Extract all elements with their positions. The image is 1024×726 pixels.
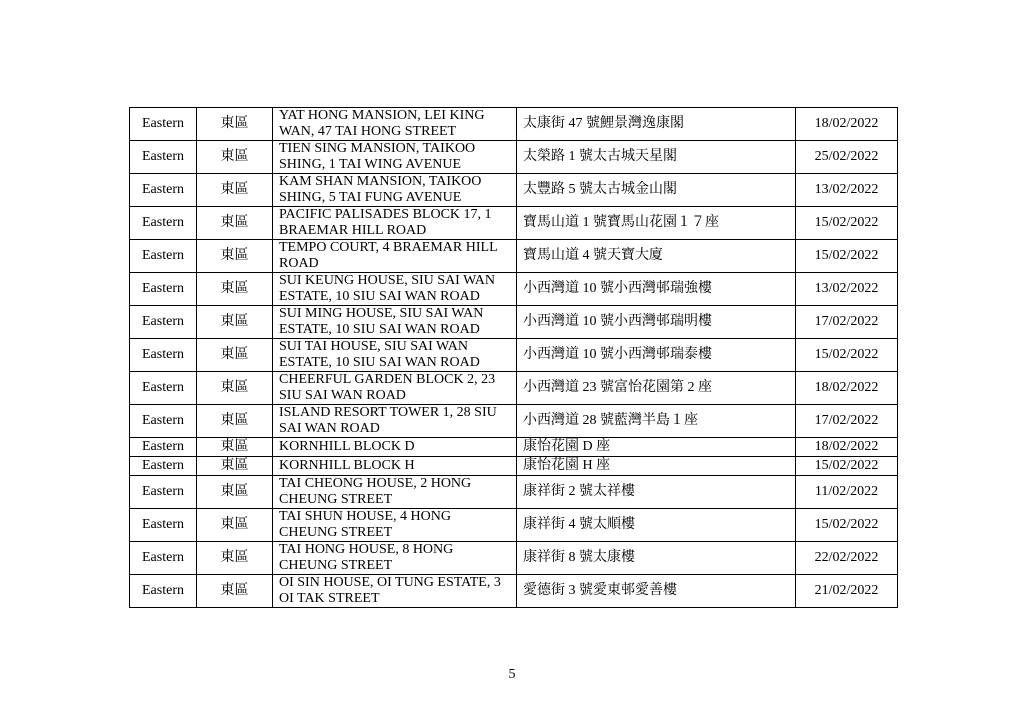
table-row bbox=[130, 240, 898, 273]
district-cell: Eastern bbox=[130, 438, 197, 457]
building-name-zh-cell: 小西灣道 23 號富怡花園第 2 座 bbox=[517, 372, 796, 405]
district-cell: Eastern bbox=[130, 108, 197, 141]
table-row bbox=[130, 339, 898, 372]
table-row bbox=[130, 306, 898, 339]
page-number: 5 bbox=[508, 667, 516, 682]
date-cell: 15/02/2022 bbox=[796, 207, 898, 240]
table-body bbox=[130, 108, 898, 608]
building-name-cell: TAI SHUN HOUSE, 4 HONG CHEUNG STREET bbox=[273, 509, 517, 542]
table-row bbox=[130, 405, 898, 438]
district-zh-cell: 東區 bbox=[197, 306, 273, 339]
building-name-zh-cell: 康怡花園 D 座 bbox=[517, 438, 796, 457]
date-cell: 18/02/2022 bbox=[796, 372, 898, 405]
district-zh-cell: 東區 bbox=[197, 339, 273, 372]
district-cell: Eastern bbox=[130, 273, 197, 306]
district-zh-cell: 東區 bbox=[197, 438, 273, 457]
date-cell: 13/02/2022 bbox=[796, 273, 898, 306]
district-zh-cell: 東區 bbox=[197, 108, 273, 141]
district-cell: Eastern bbox=[130, 174, 197, 207]
date-cell: 22/02/2022 bbox=[796, 542, 898, 575]
building-name-cell: KAM SHAN MANSION, TAIKOO SHING, 5 TAI FUNG AVENUE bbox=[273, 174, 517, 207]
district-zh-cell: 東區 bbox=[197, 207, 273, 240]
building-name-cell: SUI MING HOUSE, SIU SAI WAN ESTATE, 10 SIU SAI WAN ROAD bbox=[273, 306, 517, 339]
building-name-cell: YAT HONG MANSION, LEI KING WAN, 47 TAI HONG STREET bbox=[273, 108, 517, 141]
district-cell: Eastern bbox=[130, 457, 197, 476]
building-name-cell: SUI KEUNG HOUSE, SIU SAI WAN ESTATE, 10 SIU SAI WAN ROAD bbox=[273, 273, 517, 306]
table-row bbox=[130, 108, 898, 141]
building-name-cell: SUI TAI HOUSE, SIU SAI WAN ESTATE, 10 SIU SAI WAN ROAD bbox=[273, 339, 517, 372]
district-cell: Eastern bbox=[130, 542, 197, 575]
building-name-zh-cell: 康祥街 2 號太祥樓 bbox=[517, 476, 796, 509]
building-name-cell: TAI HONG HOUSE, 8 HONG CHEUNG STREET bbox=[273, 542, 517, 575]
district-zh-cell: 東區 bbox=[197, 509, 273, 542]
table-row bbox=[130, 141, 898, 174]
table-row bbox=[130, 476, 898, 509]
district-cell: Eastern bbox=[130, 339, 197, 372]
date-cell: 15/02/2022 bbox=[796, 457, 898, 476]
district-cell: Eastern bbox=[130, 372, 197, 405]
table-row bbox=[130, 438, 898, 457]
building-name-zh-cell: 愛德街 3 號愛東邨愛善樓 bbox=[517, 575, 796, 608]
date-cell: 21/02/2022 bbox=[796, 575, 898, 608]
building-name-cell: TAI CHEONG HOUSE, 2 HONG CHEUNG STREET bbox=[273, 476, 517, 509]
building-name-zh-cell: 康祥街 8 號太康樓 bbox=[517, 542, 796, 575]
date-cell: 11/02/2022 bbox=[796, 476, 898, 509]
table-row bbox=[130, 207, 898, 240]
district-zh-cell: 東區 bbox=[197, 273, 273, 306]
district-cell: Eastern bbox=[130, 476, 197, 509]
building-name-cell: KORNHILL BLOCK H bbox=[273, 457, 517, 476]
table-row bbox=[130, 372, 898, 405]
building-name-zh-cell: 太榮路 1 號太古城天星閣 bbox=[517, 141, 796, 174]
building-name-zh-cell: 太康街 47 號鯉景灣逸康閣 bbox=[517, 108, 796, 141]
date-cell: 15/02/2022 bbox=[796, 240, 898, 273]
building-name-cell: OI SIN HOUSE, OI TUNG ESTATE, 3 OI TAK STREET bbox=[273, 575, 517, 608]
district-cell: Eastern bbox=[130, 240, 197, 273]
table-row bbox=[130, 542, 898, 575]
date-cell: 17/02/2022 bbox=[796, 405, 898, 438]
table-row bbox=[130, 457, 898, 476]
building-name-zh-cell: 寶馬山道 1 號寶馬山花園１７座 bbox=[517, 207, 796, 240]
building-name-cell: ISLAND RESORT TOWER 1, 28 SIU SAI WAN ROAD bbox=[273, 405, 517, 438]
district-cell: Eastern bbox=[130, 207, 197, 240]
date-cell: 18/02/2022 bbox=[796, 108, 898, 141]
district-zh-cell: 東區 bbox=[197, 372, 273, 405]
table-row bbox=[130, 509, 898, 542]
building-name-zh-cell: 小西灣道 10 號小西灣邨瑞強樓 bbox=[517, 273, 796, 306]
table-row bbox=[130, 575, 898, 608]
building-table bbox=[129, 107, 898, 608]
building-name-cell: TEMPO COURT, 4 BRAEMAR HILL ROAD bbox=[273, 240, 517, 273]
date-cell: 18/02/2022 bbox=[796, 438, 898, 457]
building-name-zh-cell: 小西灣道 28 號藍灣半島１座 bbox=[517, 405, 796, 438]
table-row bbox=[130, 174, 898, 207]
date-cell: 17/02/2022 bbox=[796, 306, 898, 339]
district-cell: Eastern bbox=[130, 405, 197, 438]
date-cell: 15/02/2022 bbox=[796, 339, 898, 372]
district-zh-cell: 東區 bbox=[197, 457, 273, 476]
district-zh-cell: 東區 bbox=[197, 174, 273, 207]
building-name-zh-cell: 太豐路 5 號太古城金山閣 bbox=[517, 174, 796, 207]
district-cell: Eastern bbox=[130, 509, 197, 542]
district-zh-cell: 東區 bbox=[197, 542, 273, 575]
building-name-cell: TIEN SING MANSION, TAIKOO SHING, 1 TAI WING AVENUE bbox=[273, 141, 517, 174]
building-name-cell: PACIFIC PALISADES BLOCK 17, 1 BRAEMAR HILL ROAD bbox=[273, 207, 517, 240]
building-name-zh-cell: 小西灣道 10 號小西灣邨瑞明樓 bbox=[517, 306, 796, 339]
district-zh-cell: 東區 bbox=[197, 575, 273, 608]
district-zh-cell: 東區 bbox=[197, 405, 273, 438]
building-name-zh-cell: 康祥街 4 號太順樓 bbox=[517, 509, 796, 542]
building-name-zh-cell: 小西灣道 10 號小西灣邨瑞泰樓 bbox=[517, 339, 796, 372]
building-name-zh-cell: 寶馬山道 4 號天寶大廈 bbox=[517, 240, 796, 273]
district-zh-cell: 東區 bbox=[197, 240, 273, 273]
date-cell: 25/02/2022 bbox=[796, 141, 898, 174]
table-row bbox=[130, 273, 898, 306]
building-name-zh-cell: 康怡花園 H 座 bbox=[517, 457, 796, 476]
district-zh-cell: 東區 bbox=[197, 141, 273, 174]
building-name-cell: CHEERFUL GARDEN BLOCK 2, 23 SIU SAI WAN ROAD bbox=[273, 372, 517, 405]
district-cell: Eastern bbox=[130, 306, 197, 339]
date-cell: 15/02/2022 bbox=[796, 509, 898, 542]
district-cell: Eastern bbox=[130, 141, 197, 174]
district-zh-cell: 東區 bbox=[197, 476, 273, 509]
date-cell: 13/02/2022 bbox=[796, 174, 898, 207]
building-name-cell: KORNHILL BLOCK D bbox=[273, 438, 517, 457]
district-cell: Eastern bbox=[130, 575, 197, 608]
